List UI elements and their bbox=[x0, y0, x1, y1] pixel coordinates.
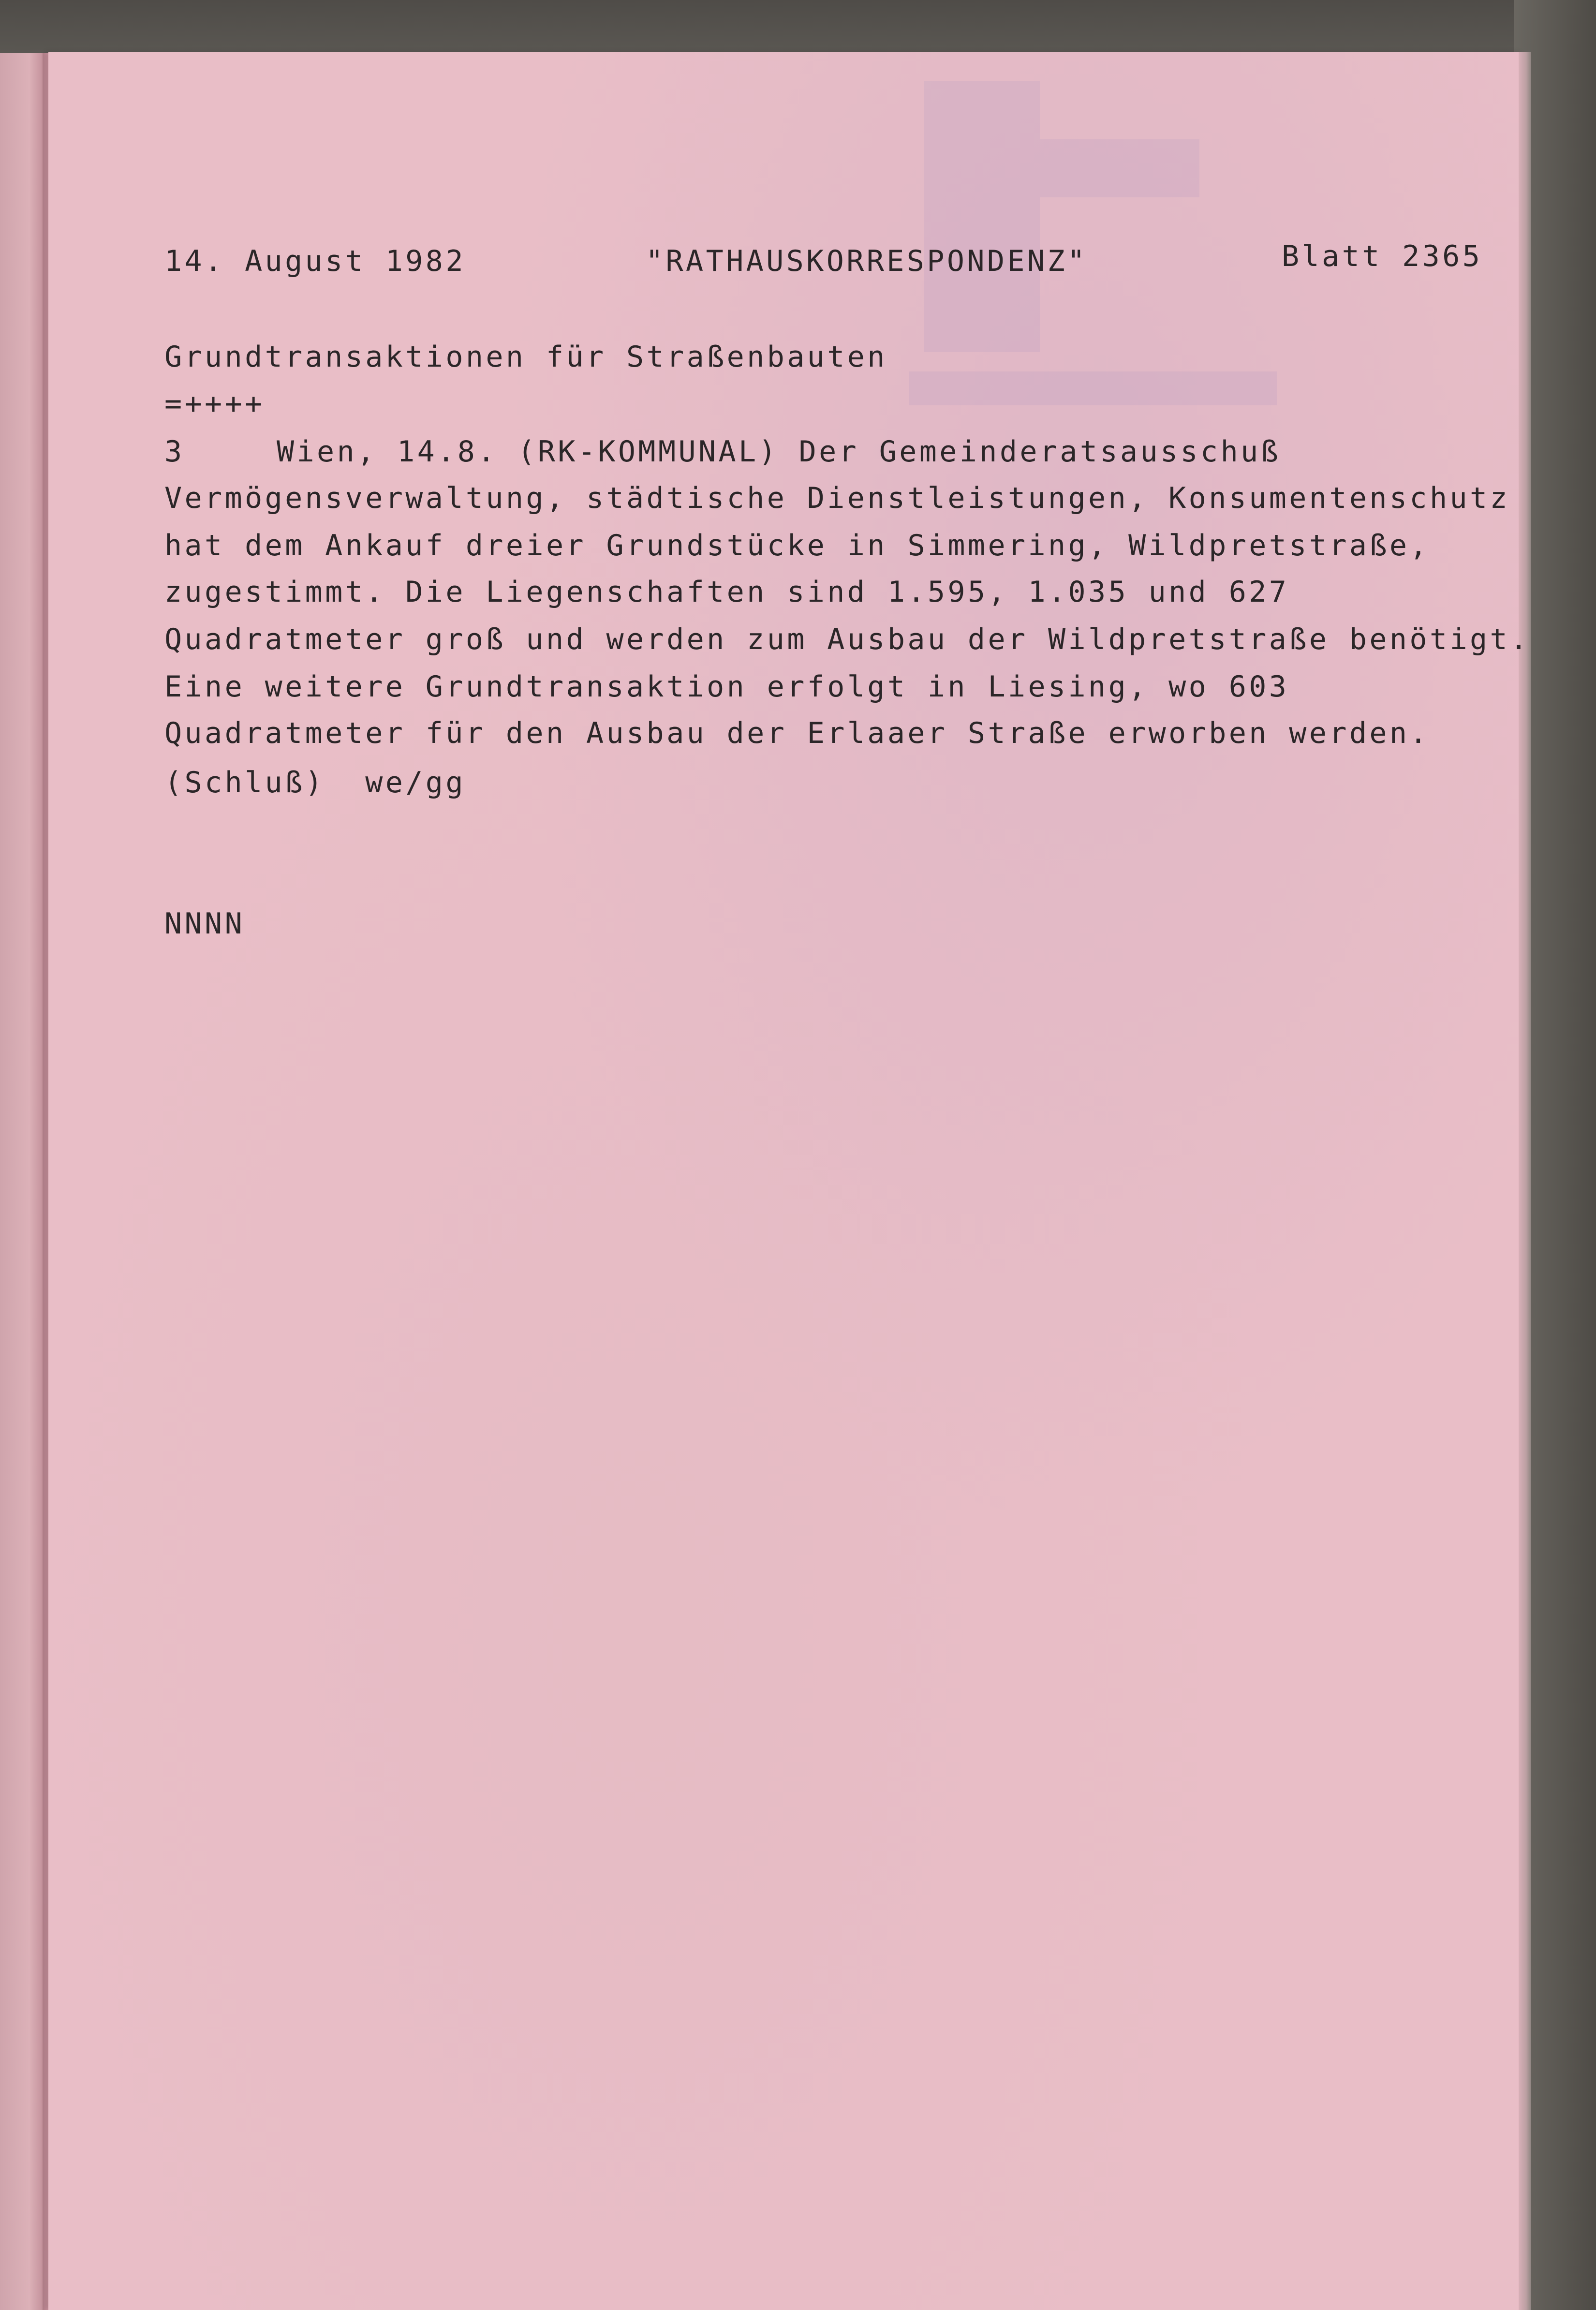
article-body-line: Quadratmeter für den Ausbau der Erlaaer Straße erworben werden. bbox=[164, 716, 1430, 750]
article-title: Grundtransaktionen für Straßenbauten bbox=[164, 340, 887, 374]
header-sheet-number: Blatt 2365 bbox=[1282, 239, 1483, 273]
article-lead-line: Wien, 14.8. (RK-KOMMUNAL) Der Gemeinderatsausschuß bbox=[277, 435, 1281, 469]
article-body-line: hat dem Ankauf dreier Grundstücke in Simmering, Wildpretstraße, bbox=[164, 529, 1430, 563]
show-through-mark bbox=[1040, 139, 1199, 197]
header-publication: "RATHAUSKORRESPONDENZ" bbox=[646, 244, 1088, 278]
show-through-mark bbox=[924, 81, 1040, 352]
end-marker: NNNN bbox=[164, 907, 245, 941]
scanner-backdrop bbox=[0, 0, 1596, 58]
article-body-line: Vermögensverwaltung, städtische Dienstleistungen, Konsumentenschutz bbox=[164, 481, 1510, 515]
article-body-line: zugestimmt. Die Liegenschaften sind 1.595, 1.035 und 627 bbox=[164, 575, 1289, 609]
sheet-edge bbox=[1519, 52, 1531, 2310]
article-body-line: Eine weitere Grundtransaktion erfolgt in Liesing, wo 603 bbox=[164, 670, 1289, 704]
show-through-mark bbox=[909, 371, 1277, 405]
paper-sheet bbox=[48, 52, 1523, 2310]
article-closing: (Schluß) we/gg bbox=[164, 766, 466, 800]
article-number: 3 bbox=[164, 435, 185, 469]
title-separator: =++++ bbox=[164, 387, 265, 421]
article-body-line: Quadratmeter groß und werden zum Ausbau der Wildpretstraße benötigt. bbox=[164, 622, 1530, 656]
header-date: 14. August 1982 bbox=[164, 244, 466, 278]
